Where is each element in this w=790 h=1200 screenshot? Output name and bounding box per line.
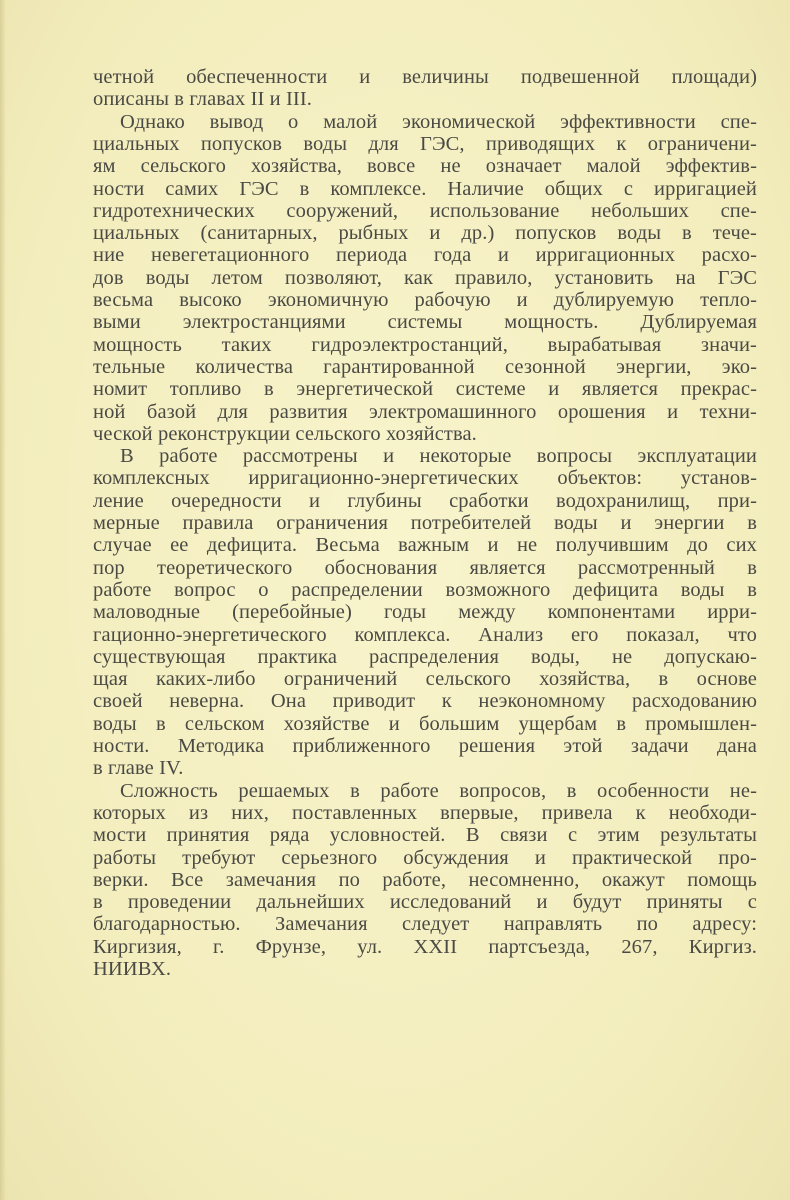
text-line: в главе IV.	[93, 757, 184, 780]
text-line: описаны в главах II и III.	[93, 88, 312, 111]
text-line: верки. Все замечания по работе, несомненно, окажут помощь	[93, 868, 757, 891]
text-line: Однако вывод о малой экономической эффективности спе-	[120, 110, 757, 133]
text-line: весьма высоко экономичную рабочую и дублируемую тепло-	[93, 289, 757, 311]
text-line: ческой реконструкции сельского хозяйства.	[93, 422, 477, 445]
text-line: четной обеспеченности и величины подвешенной площади)	[93, 66, 757, 88]
text-line: выми электростанциями системы мощность. Дублируемая	[93, 311, 757, 334]
text-line: В работе рассмотрены и некоторые вопросы эксплуатации	[120, 445, 757, 468]
text-line: существующая практика распределения воды, не допускаю-	[93, 645, 757, 668]
text-line: комплексных ирригационно-энергетических объектов: установ-	[93, 467, 757, 490]
text-line: в проведении дальнейших исследований и будут приняты с	[93, 891, 757, 914]
text-line: воды в сельском хозяйстве и большим ущербам в промышлен-	[93, 712, 757, 735]
text-line: маловодные (перебойные) годы между компонентами ирри-	[93, 601, 757, 624]
text-line: пор теоретического обоснования является рассмотренный в	[93, 556, 757, 579]
text-line: случае ее дефицита. Весьма важным и не получившим до сих	[93, 534, 757, 557]
text-line: благодарностью. Замечания следует направлять по адресу:	[93, 913, 757, 936]
text-line: мощность таких гидроэлектростанций, вырабатывая значи-	[93, 333, 757, 356]
text-line: НИИВХ.	[93, 958, 172, 980]
text-line: гационно-энергетического комплекса. Анализ его показал, что	[93, 623, 757, 646]
text-line: ление очередности и глубины сработки водохранилищ, при-	[93, 489, 757, 512]
text-line: ности самих ГЭС в комплексе. Наличие общих с ирригацией	[93, 177, 757, 200]
text-line: ние невегетационного периода года и ирригационных расхо-	[93, 244, 757, 267]
text-line: щая каких-либо ограничений сельского хозяйства, в основе	[93, 668, 757, 691]
text-line: Сложность решаемых в работе вопросов, в особенности не-	[120, 779, 757, 802]
text-line: которых из них, поставленных впервые, привела к необходи-	[93, 801, 757, 824]
text-line: дов воды летом позволяют, как правило, установить на ГЭС	[93, 266, 757, 289]
text-line: Киргизия, г. Фрунзе, ул. XXII партсъезда, 267, Киргиз.	[93, 935, 757, 958]
text-line: мерные правила ограничения потребителей воды и энергии в	[93, 512, 757, 534]
text-line: ности. Методика приближенного решения этой задачи дана	[93, 735, 757, 757]
text-line: своей неверна. Она приводит к неэкономному расходованию	[93, 690, 757, 713]
text-line: гидротехнических сооружений, использование небольших спе-	[93, 199, 757, 222]
text-line: ной базой для развития электромашинного орошения и техни-	[93, 400, 757, 423]
text-line: циальных (санитарных, рыбных и др.) попусков воды в тече-	[93, 222, 757, 245]
text-line: тельные количества гарантированной сезонной энергии, эко-	[93, 355, 757, 378]
text-line: работы требуют серьезного обсуждения и практической про-	[93, 846, 757, 869]
text-line: номит топливо в энергетической системе и является прекрас-	[93, 378, 757, 401]
page-edge-shadow	[0, 0, 6, 1200]
text-line: мости принятия ряда условностей. В связи с этим результаты	[93, 824, 757, 847]
text-line: ям сельского хозяйства, вовсе не означает малой эффектив-	[93, 155, 757, 178]
text-line: работе вопрос о распределении возможного дефицита воды в	[93, 578, 757, 601]
text-line: циальных попусков воды для ГЭС, приводящих к ограничени-	[93, 132, 757, 155]
